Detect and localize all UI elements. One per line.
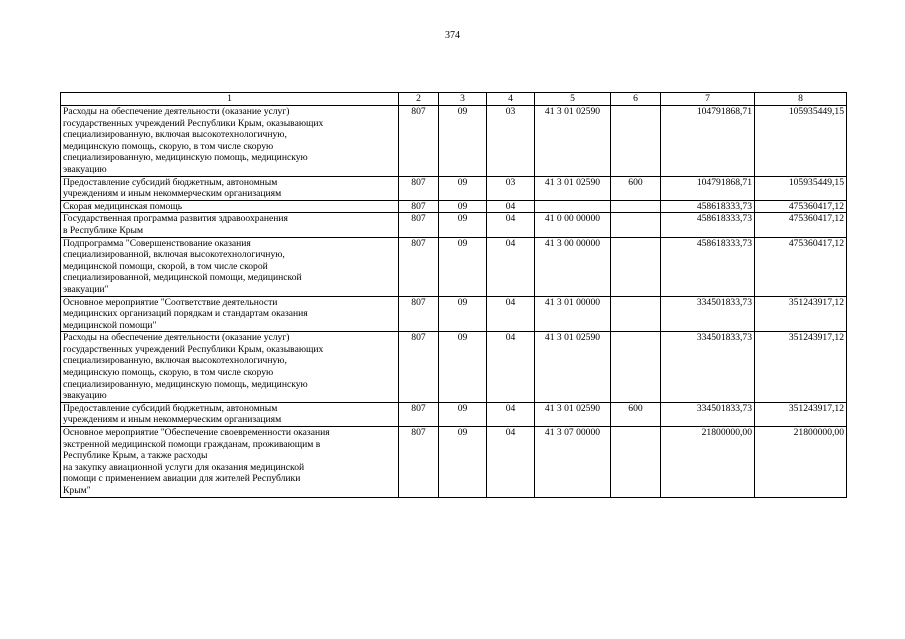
amount-cell-col8: 475360417,12 [755, 237, 847, 296]
subsection-code-cell: 04 [487, 237, 535, 296]
subsection-code-cell: 04 [487, 200, 535, 213]
header-cell: 6 [611, 93, 661, 106]
header-cell: 3 [439, 93, 487, 106]
subsection-code-cell: 04 [487, 213, 535, 237]
section-code-cell: 09 [439, 296, 487, 332]
expense-name-cell: Государственная программа развития здравоохранения в Республике Крым [61, 213, 399, 237]
target-article-cell: 41 3 01 02590 [535, 106, 611, 177]
section-code-cell: 09 [439, 237, 487, 296]
table-row [61, 237, 847, 296]
expense-name-cell: Предоставление субсидий бюджетным, автономным учреждениям и иным некоммерческим организациям [61, 176, 399, 200]
expense-type-cell: 600 [611, 176, 661, 200]
ministry-code-cell: 807 [399, 237, 439, 296]
table-row [61, 296, 847, 332]
ministry-code-cell: 807 [399, 176, 439, 200]
table-row [61, 200, 847, 213]
amount-cell-col8: 475360417,12 [755, 200, 847, 213]
amount-cell-col7: 334501833,73 [661, 296, 755, 332]
section-code-cell: 09 [439, 200, 487, 213]
target-article-cell: 41 3 00 00000 [535, 237, 611, 296]
section-code-cell: 09 [439, 332, 487, 403]
header-cell: 1 [61, 93, 399, 106]
subsection-code-cell: 04 [487, 332, 535, 403]
target-article-cell: 41 3 01 02590 [535, 332, 611, 403]
target-article-cell: 41 3 01 02590 [535, 402, 611, 426]
expense-name-cell: Основное мероприятие "Соответствие деятельности медицинских организаций порядкам и стандартам оказания медицинской помощи" [61, 296, 399, 332]
ministry-code-cell: 807 [399, 402, 439, 426]
amount-cell-col7: 21800000,00 [661, 427, 755, 498]
expense-type-cell [611, 296, 661, 332]
subsection-code-cell: 03 [487, 106, 535, 177]
amount-cell-col7: 104791868,71 [661, 176, 755, 200]
expense-name-cell: Расходы на обеспечение деятельности (оказание услуг) государственных учреждений Республики Крым, оказывающих специализированную, включая высокотехнологичную, медицинскую помощь, скорую, в том числе скорую специализированную, медицинскую помощь, медицинскую эвакуацию [61, 106, 399, 177]
header-cell: 2 [399, 93, 439, 106]
amount-cell-col7: 334501833,73 [661, 402, 755, 426]
table-row [61, 402, 847, 426]
amount-cell-col7: 458618333,73 [661, 213, 755, 237]
amount-cell-col8: 351243917,12 [755, 332, 847, 403]
section-code-cell: 09 [439, 427, 487, 498]
amount-cell-col8: 475360417,12 [755, 213, 847, 237]
target-article-cell: 41 3 01 00000 [535, 296, 611, 332]
amount-cell-col8: 351243917,12 [755, 296, 847, 332]
expense-name-cell: Расходы на обеспечение деятельности (оказание услуг) государственных учреждений Республики Крым, оказывающих специализированную, включая высокотехнологичную, медицинскую помощь, скорую, в том числе скорую специализированную, медицинскую помощь, медицинскую эвакуацию [61, 332, 399, 403]
amount-cell-col7: 334501833,73 [661, 332, 755, 403]
target-article-cell: 41 3 01 02590 [535, 176, 611, 200]
amount-cell-col7: 458618333,73 [661, 200, 755, 213]
amount-cell-col7: 104791868,71 [661, 106, 755, 177]
section-code-cell: 09 [439, 106, 487, 177]
page-number: 374 [445, 30, 460, 41]
expense-name-cell: Подпрограмма "Совершенствование оказания специализированной, включая высокотехнологичную, медицинской помощи, скорой, в том числе скорой специализированной, медицинской помощи, медицинской эвакуации" [61, 237, 399, 296]
expense-name-cell: Скорая медицинская помощь [61, 200, 399, 213]
header-cell: 7 [661, 93, 755, 106]
section-code-cell: 09 [439, 176, 487, 200]
expense-type-cell [611, 213, 661, 237]
target-article-cell: 41 3 07 00000 [535, 427, 611, 498]
ministry-code-cell: 807 [399, 213, 439, 237]
ministry-code-cell: 807 [399, 106, 439, 177]
table-row [61, 332, 847, 403]
subsection-code-cell: 04 [487, 427, 535, 498]
ministry-code-cell: 807 [399, 200, 439, 213]
amount-cell-col8: 21800000,00 [755, 427, 847, 498]
target-article-cell: 41 0 00 00000 [535, 213, 611, 237]
budget-table [60, 92, 847, 498]
table-row [61, 106, 847, 177]
amount-cell-col8: 351243917,12 [755, 402, 847, 426]
section-code-cell: 09 [439, 213, 487, 237]
table-row [61, 213, 847, 237]
ministry-code-cell: 807 [399, 427, 439, 498]
expense-type-cell [611, 106, 661, 177]
amount-cell-col8: 105935449,15 [755, 176, 847, 200]
header-cell: 5 [535, 93, 611, 106]
target-article-cell [535, 200, 611, 213]
section-code-cell: 09 [439, 402, 487, 426]
expense-name-cell: Основное мероприятие "Обеспечение своевременности оказания экстренной медицинской помощи гражданам, проживающим в Республике Крым, а также расходы на закупку авиационной услуги для оказания медицинской помощи с применением авиации для жителей Республики Крым" [61, 427, 399, 498]
header-cell: 4 [487, 93, 535, 106]
table-header-row [61, 93, 847, 106]
table-row [61, 427, 847, 498]
expense-type-cell [611, 237, 661, 296]
subsection-code-cell: 04 [487, 296, 535, 332]
amount-cell-col7: 458618333,73 [661, 237, 755, 296]
ministry-code-cell: 807 [399, 332, 439, 403]
table-row [61, 176, 847, 200]
expense-type-cell [611, 332, 661, 403]
ministry-code-cell: 807 [399, 296, 439, 332]
expense-type-cell: 600 [611, 402, 661, 426]
expense-type-cell [611, 427, 661, 498]
expense-type-cell [611, 200, 661, 213]
subsection-code-cell: 03 [487, 176, 535, 200]
expense-name-cell: Предоставление субсидий бюджетным, автономным учреждениям и иным некоммерческим организациям [61, 402, 399, 426]
subsection-code-cell: 04 [487, 402, 535, 426]
header-cell: 8 [755, 93, 847, 106]
amount-cell-col8: 105935449,15 [755, 106, 847, 177]
